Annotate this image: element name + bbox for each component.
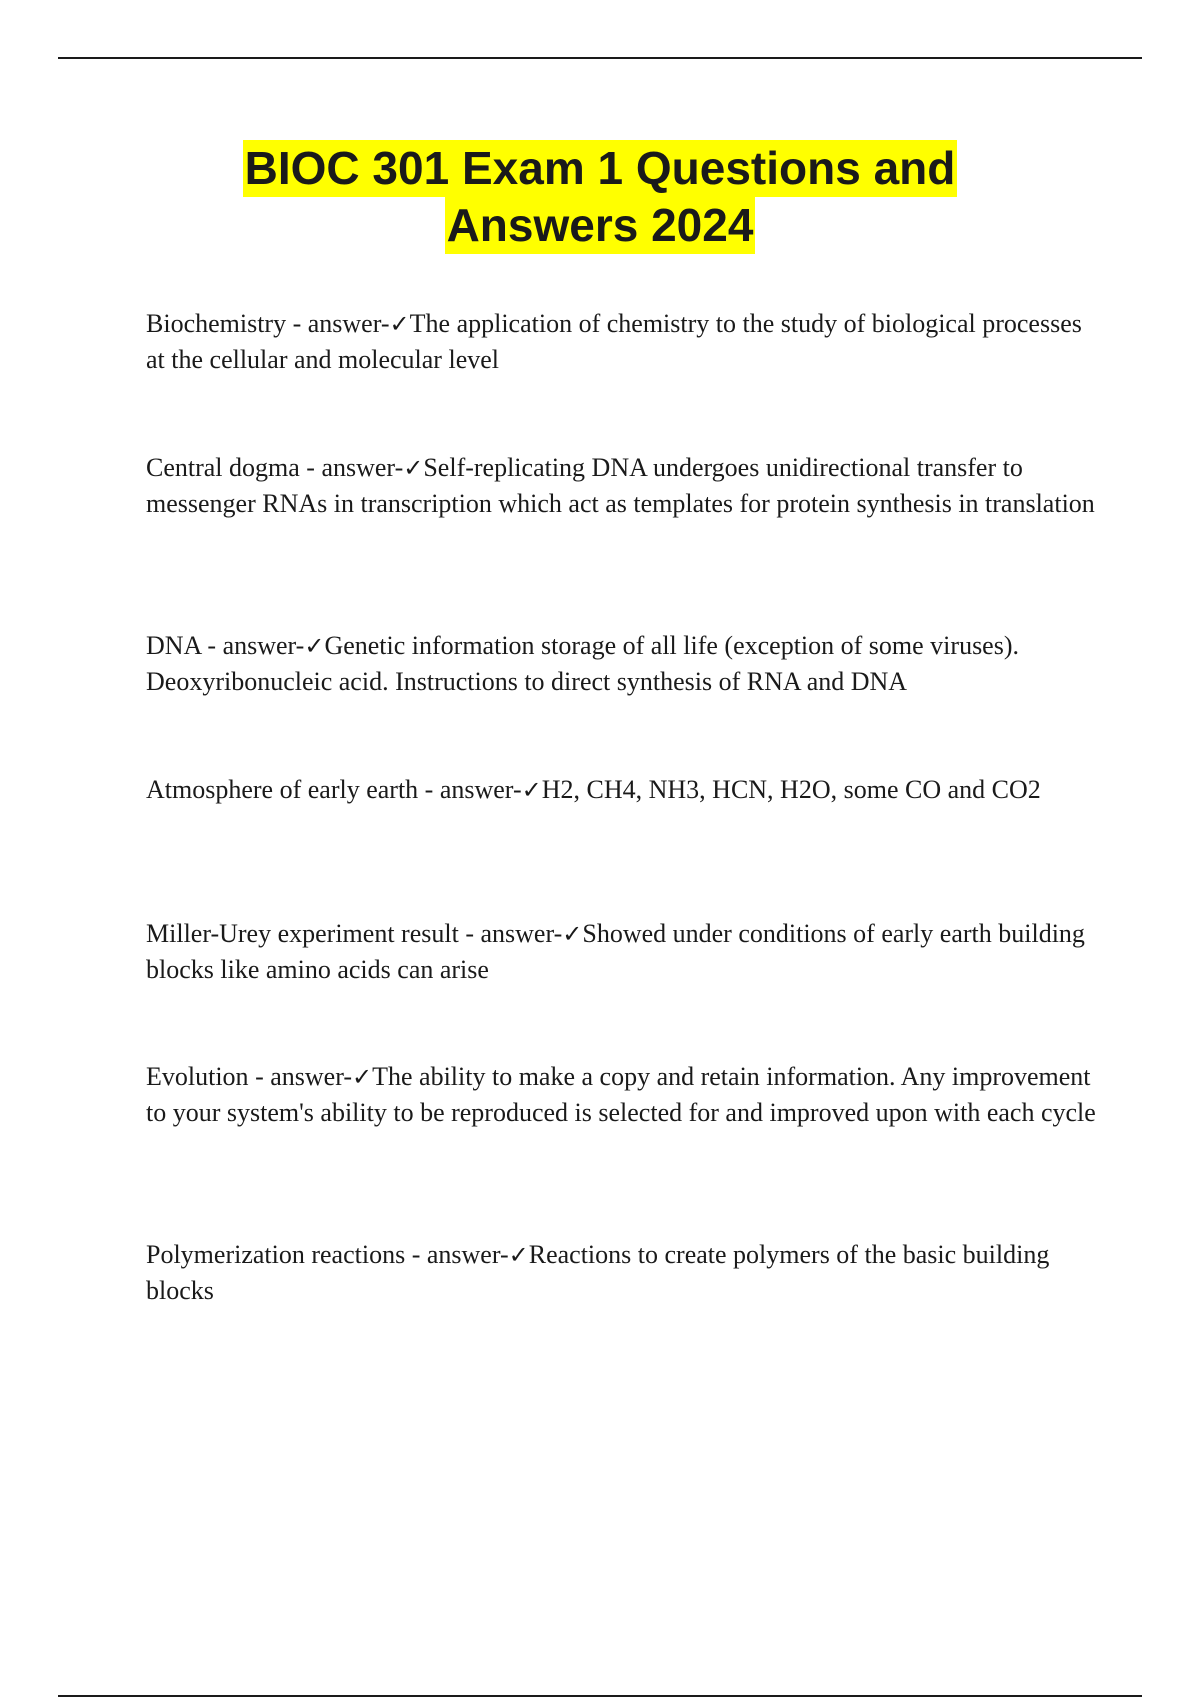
- check-mark-icon: ✓: [352, 1063, 373, 1091]
- qa-answer: Self-replicating DNA undergoes unidirectional transfer to messenger RNAs in transcription which act as templates for protein synthesis in translation: [146, 453, 1095, 518]
- qa-item: [146, 306, 1096, 378]
- qa-answer: The application of chemistry to the study of biological processes at the cellular and molecular level: [146, 309, 1082, 374]
- qa-separator: - answer-: [286, 309, 390, 338]
- qa-term: Polymerization reactions: [146, 1240, 406, 1269]
- qa-separator: - answer-: [458, 919, 563, 948]
- qa-answer: Showed under conditions of early earth building blocks like amino acids can arise: [146, 919, 1085, 984]
- check-mark-icon: ✓: [304, 632, 325, 660]
- qa-item: [146, 1059, 1096, 1131]
- qa-item: [146, 450, 1096, 522]
- qa-item: [146, 772, 1096, 808]
- title-line-1: BIOC 301 Exam 1 Questions and: [243, 140, 958, 197]
- qa-item: [146, 628, 1096, 700]
- qa-term: Evolution: [146, 1062, 249, 1091]
- document-title: [0, 140, 1200, 254]
- check-mark-icon: ✓: [562, 920, 583, 948]
- top-rule: [58, 57, 1142, 59]
- qa-item: [146, 916, 1096, 988]
- qa-item: [146, 1237, 1096, 1309]
- qa-separator: - answer-: [248, 1062, 352, 1091]
- check-mark-icon: ✓: [521, 776, 542, 804]
- qa-separator: - answer-: [418, 775, 522, 804]
- check-mark-icon: ✓: [389, 310, 410, 338]
- qa-term: Atmosphere of early earth: [146, 775, 419, 804]
- qa-term: DNA: [146, 631, 201, 660]
- qa-term: Central dogma: [146, 453, 300, 482]
- check-mark-icon: ✓: [403, 454, 424, 482]
- qa-separator: - answer-: [299, 453, 404, 482]
- qa-separator: - answer-: [405, 1240, 509, 1269]
- check-mark-icon: ✓: [508, 1241, 529, 1269]
- qa-answer: The ability to make a copy and retain information. Any improvement to your system's ability to be reproduced is selected for and improved upon with each cycle: [146, 1062, 1096, 1127]
- qa-term: Miller-Urey experiment result: [146, 919, 459, 948]
- qa-answer: H2, CH4, NH3, HCN, H2O, some CO and CO2: [541, 775, 1041, 804]
- qa-answer: Genetic information storage of all life (exception of some viruses). Deoxyribonucleic acid. Instructions to direct synthesis of RNA and DNA: [146, 631, 1020, 696]
- qa-term: Biochemistry: [146, 309, 287, 338]
- bottom-rule: [58, 1695, 1142, 1697]
- qa-separator: - answer-: [200, 631, 305, 660]
- title-line-2: Answers 2024: [445, 197, 756, 254]
- qa-answer: Reactions to create polymers of the basic building blocks: [146, 1240, 1050, 1305]
